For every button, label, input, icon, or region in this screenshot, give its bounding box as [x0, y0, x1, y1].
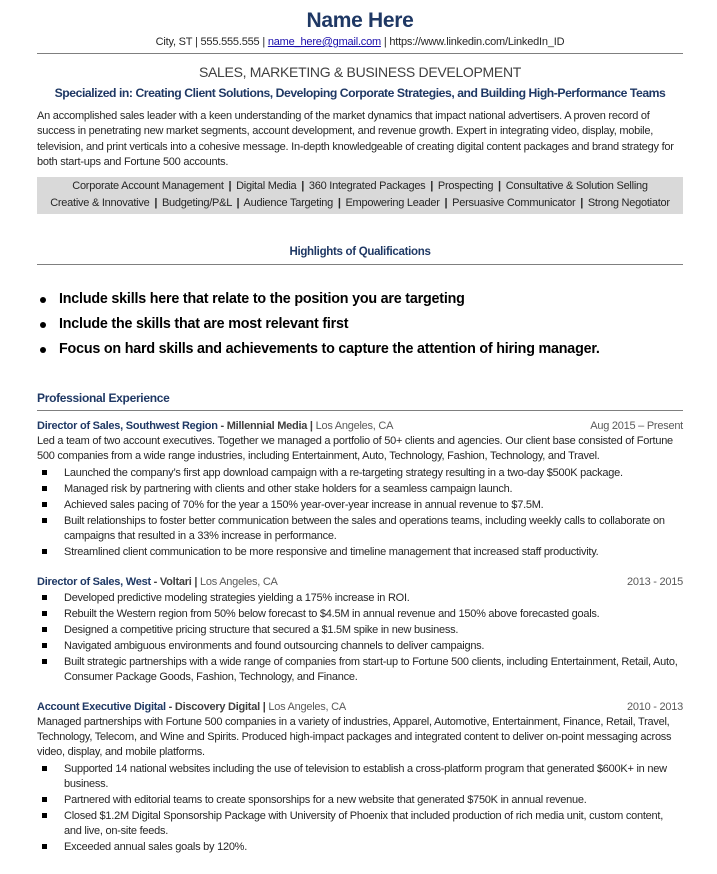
job-bullet: [37, 793, 683, 808]
header-divider: [37, 53, 683, 54]
job-title: Account Executive Digital: [37, 700, 166, 713]
bullet-text: Supported 14 national websites including the use of television to establish a cross-platform program that generated $600K+ in new business.: [64, 763, 667, 790]
square-bullet-icon: [42, 813, 47, 818]
headline: SALES, MARKETING & BUSINESS DEVELOPMENT: [198, 64, 522, 80]
job-location: Los Angeles, CA: [315, 419, 394, 432]
job-title: Director of Sales, Southwest Region: [37, 419, 218, 432]
skill-separator: |: [154, 196, 158, 209]
square-bullet-icon: [42, 797, 47, 802]
job-location: Los Angeles, CA: [268, 700, 346, 713]
skill: Prospecting: [437, 179, 494, 192]
bullet-text: Closed $1.2M Digital Sponsorship Package with University of Phoenix that included production of rich media unit, custom content, and live, on-site feeds.: [64, 810, 664, 837]
job-bullet: [37, 762, 683, 791]
skill-separator: |: [430, 179, 434, 192]
bullet-text: Developed predictive modeling strategies yielding a 175% increase in ROI.: [64, 592, 410, 604]
skill-separator: |: [498, 179, 501, 192]
job-company: Discovery Digital: [174, 700, 260, 713]
summary-paragraph: An accomplished sales leader with a keen understanding of the market dynamics that impact national advertisers. A proven record of success in penetrating new market segments, account development, and revenue growth. Expert in integrating video, display, mobile, television, and print verticals into a cohesive message. In-depth knowledgeable of creating digital content packages and brand strategy for both start-ups and Fortune 500 accounts.: [37, 110, 674, 169]
job-bullets: [37, 591, 683, 685]
job-dates: 2013 - 2015: [627, 575, 683, 588]
highlight-text: Include the skills that are most relevant first: [59, 315, 349, 332]
highlight-text: Include skills here that relate to the position you are targeting: [59, 290, 465, 307]
specialization-line: Specialized in: Creating Client Solutions, Developing Corporate Strategies, and Building High-Performance Teams: [54, 86, 666, 100]
highlights-list: [37, 287, 683, 362]
job-bullets: [37, 466, 683, 560]
square-bullet-icon: [42, 659, 47, 664]
highlight-text: Focus on hard skills and achievements to capture the attention of hiring manager.: [59, 340, 600, 357]
candidate-name: Name Here: [306, 9, 414, 32]
skill: Digital Media: [236, 179, 297, 192]
job-dates: Aug 2015 – Present: [590, 419, 683, 432]
job-bullet: [37, 840, 683, 855]
bullet-text: Achieved sales pacing of 70% for the year a 150% year-over-year increase in annual revenue to $7.5M.: [64, 499, 544, 512]
bullet-text: Streamlined client communication to be more responsive and timeline management that increased staff productivity.: [64, 545, 599, 558]
square-bullet-icon: [42, 486, 47, 491]
resume-page: [37, 0, 683, 854]
bullet-text: Navigated ambiguous environments and found outsourcing channels to deliver campaigns.: [64, 640, 485, 653]
bullet-dot-icon: [40, 347, 46, 353]
job-header: [37, 700, 683, 715]
square-bullet-icon: [42, 766, 47, 771]
skill: Consultative & Solution Selling: [505, 179, 648, 192]
skill-separator: |: [444, 196, 448, 209]
highlights-heading: Highlights of Qualifications: [289, 245, 431, 258]
job-description: Managed partnerships with Fortune 500 companies in a variety of industries, Apparel, Automotive, Entertainment, Finance, Retail, Travel, Technology, Telecom, and Wine and Spirits. Produced high-impact packages and integrated content to deliver on-point messaging across video, display, and mobile platforms.: [37, 715, 672, 759]
skill: Corporate Account Management: [72, 179, 224, 192]
contact-prefix: City, ST | 555.555.555 |: [155, 36, 268, 48]
job-bullet: [37, 623, 683, 638]
job-header: [37, 575, 683, 590]
bullet-dot-icon: [40, 322, 46, 328]
job-bullet: [37, 545, 683, 560]
skill-separator: |: [337, 196, 341, 209]
bullet-text: Managed risk by partnering with clients and other stake holders for a seamless campaign launch.: [64, 483, 513, 496]
job-bullet: [37, 655, 683, 684]
bullet-text: Designed a competitive pricing structure that secured a $1.5M spike in new business.: [64, 624, 459, 637]
job-bullet: [37, 591, 683, 606]
square-bullet-icon: [42, 502, 47, 507]
skill: Strong Negotiator: [587, 196, 670, 209]
highlight-item: [37, 312, 683, 337]
square-bullet-icon: [42, 549, 47, 554]
contact-suffix: | https://www.linkedin.com/LinkedIn_ID: [380, 36, 565, 48]
job-heading: Account Executive Digital - Discovery Digital | Los Angeles, CA: [37, 700, 346, 713]
square-bullet-icon: [42, 844, 47, 849]
skill-separator: |: [236, 196, 240, 209]
bullet-text: Rebuilt the Western region from 50% below forecast to $4.5M in annual revenue and 150% above forecasted goals.: [64, 608, 600, 621]
square-bullet-icon: [42, 611, 47, 616]
bullet-text: Partnered with editorial teams to create sponsorships for a new website that generated $750K in annual revenue.: [64, 793, 587, 806]
highlight-item: [37, 337, 683, 362]
skills-row-2: [37, 195, 683, 212]
job-bullet: [37, 514, 683, 543]
experience-divider: [37, 410, 683, 411]
job-description: Led a team of two account executives. Together we managed a portfolio of 50+ clients and agencies. Our client base consisted of Fortune 500 companies from a wide range industries, including Entertainment, Auto, Technology, Fashion, Technology, and Travel.: [37, 434, 673, 463]
square-bullet-icon: [42, 643, 47, 648]
square-bullet-icon: [42, 518, 47, 523]
bullet-text: Launched the company’s first app download campaign with a re-targeting strategy resulting in a two-day $500K package.: [64, 466, 623, 479]
job-title: Director of Sales, West: [37, 575, 151, 588]
job-bullet: [37, 809, 683, 838]
skills-band: [37, 177, 683, 214]
bullet-text: Built strategic partnerships with a wide range of companies from start-up to Fortune 500 clients, including Entertainment, Retail, Auto, Consumer Package Goods, Fashion, Technology, and Finance.: [64, 656, 678, 683]
bullet-text: Built relationships to foster better communication between the sales and operations teams, including weekly calls to collaborate on campaigns that resulted in a 33% increase in performance.: [64, 515, 665, 542]
experience-heading: Professional Experience: [37, 390, 170, 405]
job-dates: 2010 - 2013: [627, 700, 683, 713]
job-bullet: [37, 466, 683, 481]
skill-separator: |: [580, 196, 584, 209]
job-entry: [37, 575, 683, 685]
skill: Audience Targeting: [243, 196, 334, 209]
job-heading: Director of Sales, Southwest Region - Millennial Media | Los Angeles, CA: [37, 419, 394, 432]
job-entry: [37, 700, 683, 855]
skill: Budgeting/P&L: [161, 196, 232, 209]
job-bullet: [37, 498, 683, 513]
skill-separator: |: [228, 179, 232, 192]
job-bullet: [37, 639, 683, 654]
job-location: Los Angeles, CA: [200, 575, 278, 588]
bullet-text: Exceeded annual sales goals by 120%.: [64, 840, 248, 853]
skill: Persuasive Communicator: [452, 196, 576, 209]
job-heading: Director of Sales, West - Voltari | Los Angeles, CA: [37, 575, 278, 588]
job-header: [37, 419, 683, 434]
square-bullet-icon: [42, 470, 47, 475]
highlights-divider: [37, 264, 683, 265]
bullet-dot-icon: [40, 297, 46, 303]
job-entry: [37, 419, 683, 560]
highlight-item: [37, 287, 683, 312]
skills-row-1: [37, 178, 683, 195]
skill: 360 Integrated Packages: [308, 179, 426, 192]
job-bullets: [37, 762, 683, 854]
skill-separator: |: [301, 179, 305, 192]
job-company: Millennial Media: [226, 419, 308, 432]
email-link[interactable]: name_here@gmail.com: [267, 36, 381, 48]
skill: Empowering Leader: [345, 196, 440, 209]
contact-line: [37, 35, 683, 49]
square-bullet-icon: [42, 627, 47, 632]
square-bullet-icon: [42, 595, 47, 600]
job-bullet: [37, 607, 683, 622]
job-company: Voltari: [159, 575, 192, 588]
skill: Creative & Innovative: [50, 196, 150, 209]
job-bullet: [37, 482, 683, 497]
